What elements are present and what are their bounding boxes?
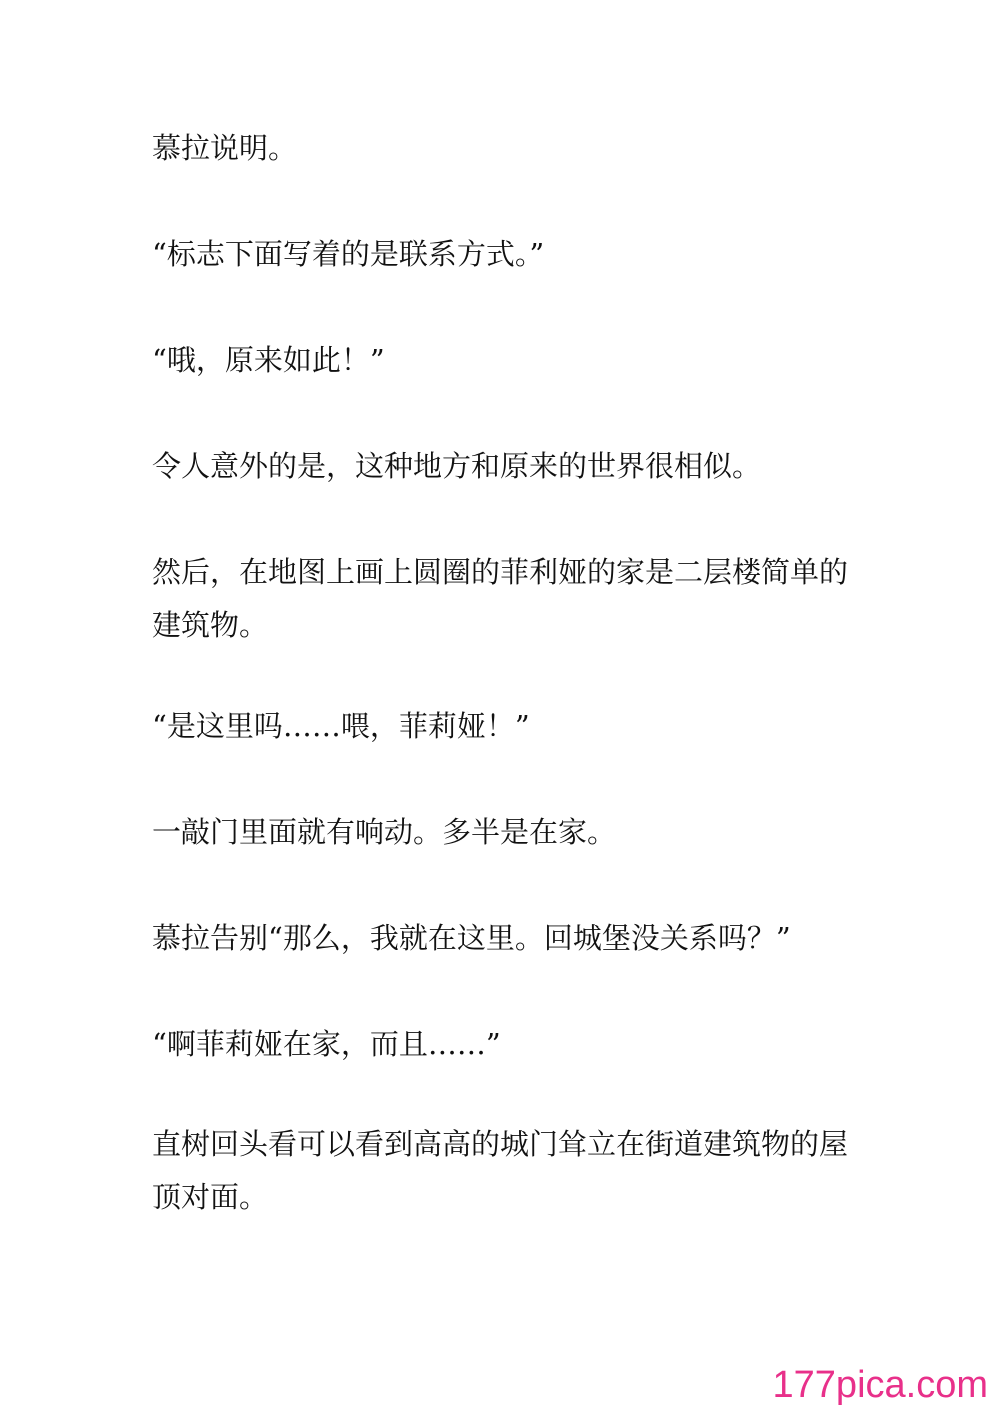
paragraph: 一敲门里面就有响动。多半是在家。 <box>152 815 617 849</box>
paragraph: 慕拉告别“那么，我就在这里。回城堡没关系吗？” <box>152 921 791 955</box>
paragraph: 然后，在地图上画上圆圈的菲利娅的家是二层楼简单的建筑物。 <box>152 555 849 642</box>
paragraph: “是这里吗……喂，菲莉娅！” <box>152 709 530 743</box>
watermark: 177pica.com <box>772 1364 988 1406</box>
paragraph: “标志下面写着的是联系方式。” <box>152 237 545 271</box>
paragraph: 直树回头看可以看到高高的城门耸立在街道建筑物的屋顶对面。 <box>152 1127 849 1214</box>
paragraph: 慕拉说明。 <box>152 131 298 165</box>
paragraph: 令人意外的是，这种地方和原来的世界很相似。 <box>152 449 762 483</box>
paragraph: “哦，原来如此！” <box>152 343 385 377</box>
paragraph: “啊菲莉娅在家，而且……” <box>152 1027 501 1061</box>
